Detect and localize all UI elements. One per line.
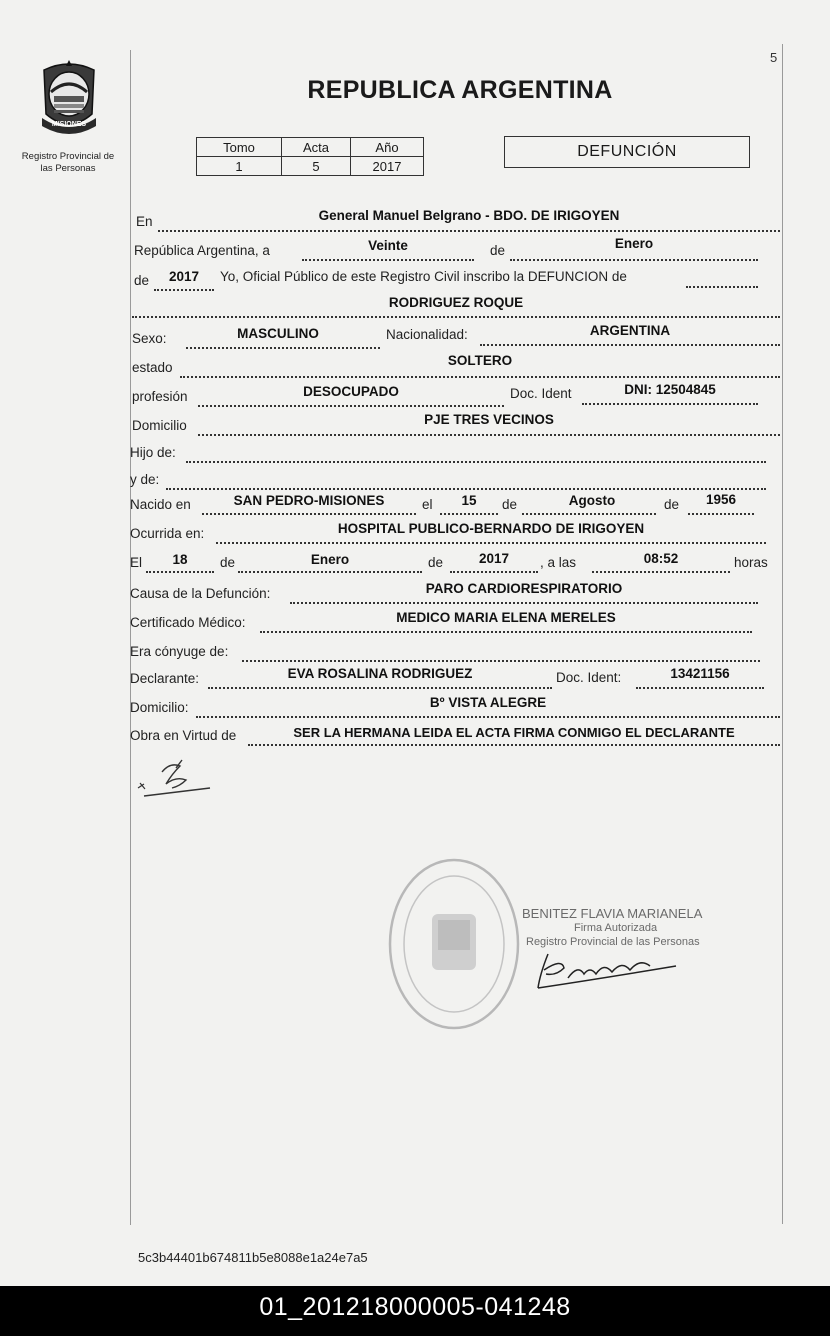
obra-label: Obra en Virtud de xyxy=(130,728,237,743)
signer-role: Firma Autorizada xyxy=(574,922,658,934)
birth-year-value: 1956 xyxy=(705,492,737,507)
domicilio2-value: Bº VISTA ALEGRE xyxy=(429,695,547,710)
certificado-value: MEDICO MARIA ELENA MERELES xyxy=(396,610,616,625)
deceased-name-value: RODRIGUEZ ROQUE xyxy=(388,295,524,310)
document-hash: 5c3b44401b674811b5e8088e1a24e7a5 xyxy=(138,1250,368,1265)
nacido-en-value: SAN PEDRO-MISIONES xyxy=(233,493,385,508)
obra-value: SER LA HERMANA LEIDA EL ACTA FIRMA CONMIGO EL DECLARANTE xyxy=(293,725,735,740)
de-label-2: de xyxy=(134,273,150,288)
registry-caption-line1: Registro Provincial de xyxy=(21,151,115,162)
ocurrida-label: Ocurrida en: xyxy=(130,526,205,541)
page-number: 5 xyxy=(770,50,778,65)
doc2-label: Doc. Ident: xyxy=(556,670,622,685)
birth-day-value: 15 xyxy=(461,493,477,508)
a-las-label: , a las xyxy=(540,555,577,570)
footer-id-bar xyxy=(0,1286,830,1336)
estado-value: SOLTERO xyxy=(447,353,513,368)
causa-value: PARO CARDIORESPIRATORIO xyxy=(425,581,623,596)
header-tomo: Tomo xyxy=(197,138,282,157)
official-seal-stamp xyxy=(384,854,524,1034)
svg-text:MISIONES: MISIONES xyxy=(51,121,87,128)
document-title: REPUBLICA ARGENTINA xyxy=(307,76,613,104)
record-type-box: DEFUNCIÓN xyxy=(504,136,750,168)
profesion-value: DESOCUPADO xyxy=(303,384,399,399)
hour-value: 08:52 xyxy=(643,551,679,566)
death-day-value: 18 xyxy=(172,552,188,567)
place-value: General Manuel Belgrano - BDO. DE IRIGOYEN xyxy=(318,208,620,223)
registry-caption-line2: las Personas xyxy=(40,163,96,174)
domicilio-label: Domicilio xyxy=(132,418,187,433)
right-margin-line xyxy=(782,44,783,1224)
sexo-label: Sexo: xyxy=(132,331,167,346)
causa-label: Causa de la Defunción: xyxy=(130,586,271,601)
death-month-value: Enero xyxy=(310,552,350,567)
inscribo-tail-field xyxy=(686,268,758,288)
birth-month-value: Agosto xyxy=(568,493,616,508)
sexo-value: MASCULINO xyxy=(237,326,319,341)
conyuge-label: Era cónyuge de: xyxy=(130,644,229,659)
domicilio2-label: Domicilio: xyxy=(130,700,189,715)
nacionalidad-label: Nacionalidad: xyxy=(386,327,468,342)
official-signature xyxy=(534,944,684,994)
de-label-1: de xyxy=(490,243,506,258)
de-label-4: de xyxy=(664,497,680,512)
footer-id-text: 01_201218000005-041248 xyxy=(259,1293,571,1321)
header-acta: Acta xyxy=(282,138,351,157)
ocurrida-value: HOSPITAL PUBLICO-BERNARDO DE IRIGOYEN xyxy=(337,521,645,536)
signer-name: BENITEZ FLAVIA MARIANELA xyxy=(522,906,703,921)
de-label-6: de xyxy=(428,555,444,570)
left-margin-line xyxy=(130,50,131,1225)
death-year-value: 2017 xyxy=(478,551,510,566)
domicilio-value: PJE TRES VECINOS xyxy=(424,412,554,427)
value-ano: 2017 xyxy=(351,157,424,176)
doc2-value: 13421156 xyxy=(670,666,730,681)
doc-label: Doc. Ident xyxy=(510,386,572,401)
value-acta: 5 xyxy=(282,157,351,176)
yde-label: y de: xyxy=(130,472,160,487)
misiones-coat-of-arms-logo xyxy=(36,56,102,136)
header-ano: Año xyxy=(351,138,424,157)
republica-label: República Argentina, a xyxy=(134,243,270,258)
de-label-5: de xyxy=(220,555,236,570)
el-label: el xyxy=(422,497,433,512)
declarant-signature xyxy=(136,758,216,802)
year-value: 2017 xyxy=(168,269,200,284)
en-label: En xyxy=(136,214,153,229)
nacido-label: Nacido en xyxy=(130,497,191,512)
el2-label: El xyxy=(130,555,143,570)
de-label-3: de xyxy=(502,497,518,512)
profesion-label: profesión xyxy=(132,389,188,404)
nacionalidad-value: ARGENTINA xyxy=(589,323,671,338)
declarante-value: EVA ROSALINA RODRIGUEZ xyxy=(287,666,473,681)
registry-caption xyxy=(10,151,126,175)
month-value: Enero xyxy=(614,236,654,251)
conyuge-field xyxy=(242,642,760,662)
doc-value: DNI: 12504845 xyxy=(624,382,716,397)
yde-field xyxy=(166,470,766,490)
signer-registry: Registro Provincial de las Personas xyxy=(526,936,700,948)
record-table xyxy=(196,137,424,176)
certificado-label: Certificado Médico: xyxy=(130,615,246,630)
inscribo-text: Yo, Oficial Público de este Registro Civil inscribo la DEFUNCION de xyxy=(220,269,627,284)
hijo-field xyxy=(186,443,766,463)
estado-label: estado xyxy=(132,360,173,375)
value-tomo: 1 xyxy=(197,157,282,176)
record-table-header-row xyxy=(197,138,424,157)
day-words-value: Veinte xyxy=(368,238,408,253)
horas-label: horas xyxy=(734,555,768,570)
hijo-label: Hijo de: xyxy=(130,445,176,460)
record-table-value-row xyxy=(197,157,424,176)
declarante-label: Declarante: xyxy=(130,671,200,686)
